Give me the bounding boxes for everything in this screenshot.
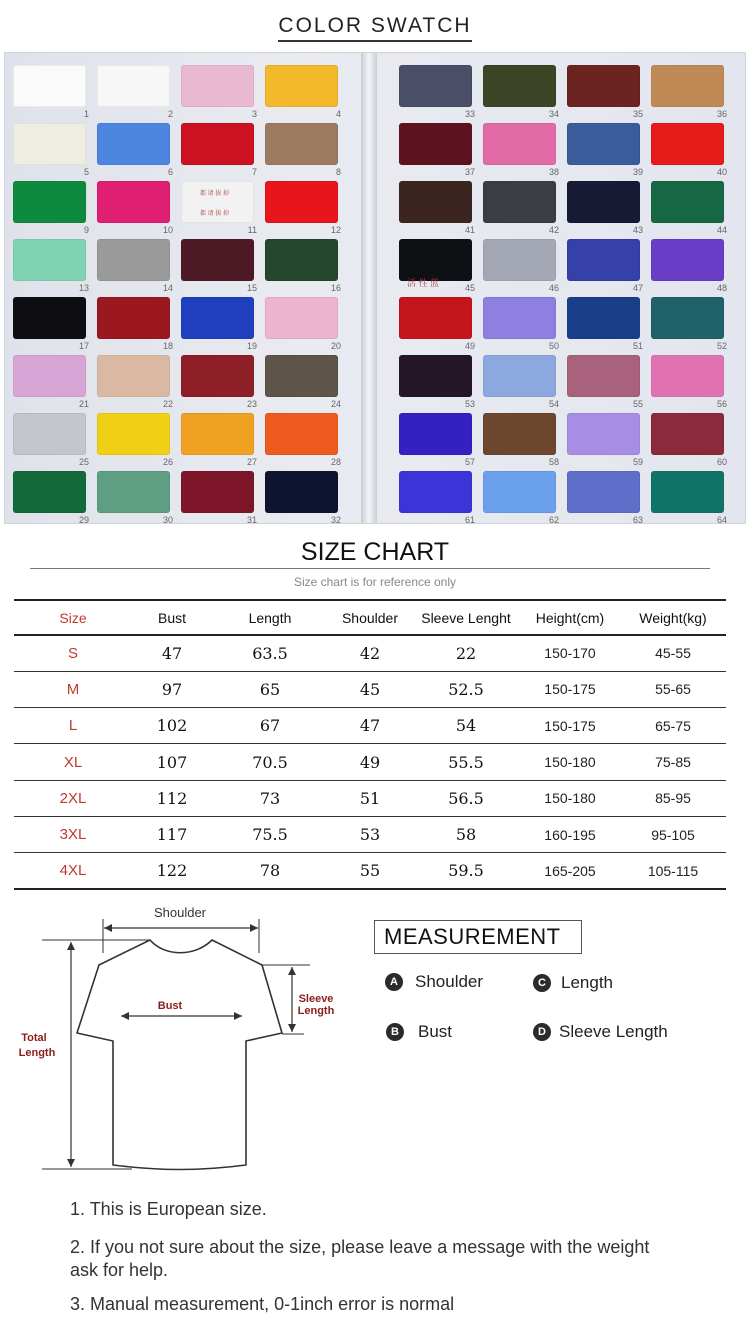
- note-measurement-error: 3. Manual measurement, 0-1inch error is normal: [70, 1294, 455, 1314]
- swatch-number: 26: [162, 457, 173, 467]
- color-swatch: [179, 353, 263, 411]
- swatch-number: 14: [162, 283, 173, 293]
- color-swatch: [95, 295, 179, 353]
- color-chip: [399, 239, 472, 281]
- color-swatch: [565, 353, 649, 411]
- note-size-help-text: 2. If you not sure about the size, please leave a message with the weight ask for help.: [70, 1237, 650, 1280]
- swatch-number: 22: [162, 399, 173, 409]
- color-swatch: [481, 237, 565, 295]
- tshirt-outline: [77, 940, 282, 1170]
- color-swatch: [11, 121, 95, 179]
- color-swatch: [95, 179, 179, 237]
- swatch-number: 40: [716, 167, 727, 177]
- color-chip: [13, 297, 86, 339]
- swatch-number: 34: [548, 109, 559, 119]
- swatch-number: 54: [548, 399, 559, 409]
- color-chip: [483, 355, 556, 397]
- table-row: [14, 671, 726, 707]
- swatch-number: 43: [632, 225, 643, 235]
- swatch-number: 8: [335, 167, 341, 177]
- header-bust: Bust: [157, 609, 186, 626]
- cell-size: XL: [63, 753, 83, 771]
- size-table-body: [14, 635, 726, 889]
- cell-weight: 85-95: [655, 790, 691, 807]
- swatch-number: 42: [548, 225, 559, 235]
- size-chart-title: SIZE CHART: [300, 538, 450, 566]
- cell-size: 4XL: [59, 862, 87, 880]
- swatch-number: 2: [167, 109, 173, 119]
- swatch-book: [4, 52, 746, 524]
- cell-shoulder: 47: [359, 716, 381, 736]
- color-chip: [265, 239, 338, 281]
- shoulder-label: Shoulder: [153, 905, 207, 920]
- cell-shoulder: 51: [359, 788, 381, 808]
- swatch-number: 60: [716, 457, 727, 467]
- cell-shoulder: 55: [359, 861, 381, 881]
- color-swatch: [397, 179, 481, 237]
- badge-a-icon: A: [385, 973, 403, 991]
- swatch-number: 18: [162, 341, 173, 351]
- color-chip: [13, 181, 86, 223]
- cell-length: 70.5: [252, 752, 288, 772]
- color-chip: [483, 413, 556, 455]
- color-chip: [13, 355, 86, 397]
- color-swatch: [397, 121, 481, 179]
- color-chip: [265, 181, 338, 223]
- color-chip: [567, 181, 640, 223]
- color-swatch: [179, 469, 263, 527]
- cell-sleeve-length: 52.5: [448, 679, 484, 699]
- swatch-number: 30: [162, 515, 173, 525]
- color-swatch: [649, 469, 733, 527]
- cell-shoulder: 45: [359, 679, 381, 699]
- swatch-number: 12: [330, 225, 341, 235]
- color-chip: [567, 471, 640, 513]
- color-swatch: [649, 121, 733, 179]
- color-swatch: [179, 237, 263, 295]
- total-length-label-line2: Length: [18, 1047, 56, 1059]
- color-swatch-title: [0, 14, 750, 38]
- swatch-number: 41: [464, 225, 475, 235]
- cell-length: 78: [259, 861, 281, 881]
- color-chip: [399, 181, 472, 223]
- bust-label: Bust: [157, 1000, 183, 1012]
- header-length: Length: [248, 609, 292, 626]
- color-chip: [181, 297, 254, 339]
- total-length-label-line1: Total: [21, 1032, 47, 1044]
- color-chip: [399, 123, 472, 165]
- table-row: [14, 816, 726, 852]
- color-swatch: [11, 411, 95, 469]
- color-chip: [181, 355, 254, 397]
- swatch-number: 7: [251, 167, 257, 177]
- color-swatch: [397, 63, 481, 121]
- swatch-number: 35: [632, 109, 643, 119]
- cell-weight: 65-75: [655, 717, 691, 734]
- color-chip: [651, 181, 724, 223]
- cell-length: 75.5: [252, 825, 288, 845]
- cell-weight: 95-105: [651, 826, 695, 843]
- badge-d-icon: D: [533, 1023, 551, 1041]
- swatch-number: 64: [716, 515, 727, 525]
- color-swatch: [263, 121, 347, 179]
- swatch-number: 9: [83, 225, 89, 235]
- sleeve-label-line2: Length: [297, 1005, 335, 1017]
- color-chip: [483, 297, 556, 339]
- swatch-number: 55: [632, 399, 643, 409]
- color-swatch: [397, 411, 481, 469]
- color-chip: [181, 123, 254, 165]
- swatch-number: 51: [632, 341, 643, 351]
- cell-height: 150-175: [544, 681, 596, 698]
- color-chip: [13, 65, 86, 107]
- color-swatch: [263, 469, 347, 527]
- swatch-number: 48: [716, 283, 727, 293]
- color-swatch: [179, 295, 263, 353]
- color-chip: [567, 413, 640, 455]
- swatch-number: 53: [464, 399, 475, 409]
- legend-label: Bust: [418, 1022, 453, 1041]
- table-row: [14, 635, 726, 671]
- color-swatch: [397, 353, 481, 411]
- color-chip: [483, 65, 556, 107]
- color-chip: [97, 239, 170, 281]
- color-chip: [483, 471, 556, 513]
- swatch-number: 25: [78, 457, 89, 467]
- color-chip: [399, 65, 472, 107]
- cell-bust: 97: [161, 679, 183, 699]
- header-height: Height(cm): [535, 609, 605, 626]
- note-size-help: [70, 1236, 670, 1282]
- swatch-number: 46: [548, 283, 559, 293]
- cell-sleeve-length: 59.5: [448, 861, 484, 881]
- cell-shoulder: 53: [359, 825, 381, 845]
- color-chip: [483, 181, 556, 223]
- color-swatch: [11, 469, 95, 527]
- color-chip: [651, 297, 724, 339]
- color-chip: [13, 471, 86, 513]
- color-swatch: [179, 411, 263, 469]
- header-weight: Weight(kg): [639, 609, 707, 626]
- legend-label: Shoulder: [415, 972, 484, 991]
- swatch-grid-left: [11, 63, 347, 527]
- hangtag-label: 都 请 拔 掉: [200, 191, 230, 197]
- color-swatch: [11, 179, 95, 237]
- color-swatch: [565, 411, 649, 469]
- cell-bust: 117: [156, 825, 188, 845]
- color-chip: [265, 297, 338, 339]
- cell-bust: 47: [161, 643, 183, 663]
- cell-sleeve-length: 55.5: [448, 752, 484, 772]
- color-chip: [399, 355, 472, 397]
- cell-bust: 122: [156, 861, 188, 881]
- color-swatch: [11, 295, 95, 353]
- color-chip: [567, 65, 640, 107]
- color-swatch: [565, 295, 649, 353]
- cell-length: 63.5: [252, 643, 288, 663]
- color-chip: [97, 413, 170, 455]
- cell-sleeve-length: 54: [455, 716, 477, 736]
- swatch-number: 15: [246, 283, 257, 293]
- color-swatch: [481, 353, 565, 411]
- cell-size: L: [68, 717, 78, 735]
- color-chip: [97, 123, 170, 165]
- color-chip: [399, 413, 472, 455]
- color-chip: [483, 239, 556, 281]
- color-swatch: [649, 295, 733, 353]
- color-chip: [399, 297, 472, 339]
- cell-weight: 75-85: [655, 754, 691, 771]
- size-chart-divider: [30, 568, 710, 569]
- swatch-number: 10: [162, 225, 173, 235]
- color-chip: [181, 65, 254, 107]
- cell-bust: 102: [156, 716, 188, 736]
- color-chip: [483, 123, 556, 165]
- cell-length: 67: [259, 716, 281, 736]
- hangtag-label: 都 请 拔 掉: [200, 211, 230, 217]
- cell-height: 165-205: [544, 862, 596, 879]
- color-swatch: [95, 237, 179, 295]
- swatch-number: 59: [632, 457, 643, 467]
- swatch-number: 52: [716, 341, 727, 351]
- color-swatch-title-text: COLOR SWATCH: [278, 14, 471, 42]
- swatch-number: 58: [548, 457, 559, 467]
- swatch-number: 13: [78, 283, 89, 293]
- color-chip: [651, 123, 724, 165]
- color-swatch: [179, 179, 263, 237]
- color-chip: [181, 471, 254, 513]
- swatch-number: 4: [335, 109, 341, 119]
- note-european-size: 1. This is European size.: [70, 1199, 267, 1219]
- color-swatch: [565, 469, 649, 527]
- color-swatch: [649, 353, 733, 411]
- cell-size: S: [67, 644, 78, 662]
- cell-length: 65: [259, 679, 281, 699]
- tshirt-diagram: [0, 895, 360, 1185]
- color-swatch: [95, 469, 179, 527]
- cell-weight: 45-55: [655, 645, 691, 662]
- cell-height: 160-195: [544, 826, 596, 843]
- swatch-number: 49: [464, 341, 475, 351]
- color-swatch: [481, 295, 565, 353]
- swatch-number: 23: [246, 399, 257, 409]
- cell-height: 150-180: [544, 754, 596, 771]
- size-chart-subtitle: Size chart is for reference only: [293, 575, 457, 589]
- color-swatch: [481, 63, 565, 121]
- color-swatch: [565, 63, 649, 121]
- color-chip: [265, 355, 338, 397]
- color-swatch: [565, 179, 649, 237]
- color-chip: [13, 239, 86, 281]
- legend-item-length: [533, 973, 613, 993]
- swatch-number: 29: [78, 515, 89, 525]
- badge-c-icon: C: [533, 974, 551, 992]
- color-chip: [567, 123, 640, 165]
- swatch-number: 39: [632, 167, 643, 177]
- color-chip: [265, 471, 338, 513]
- color-chip: [97, 65, 170, 107]
- swatch-number: 5: [83, 167, 89, 177]
- color-swatch: [481, 179, 565, 237]
- badge-b-icon: B: [386, 1023, 404, 1041]
- legend-item-bust: [386, 1022, 452, 1042]
- sleeve-label-line1: Sleeve: [298, 993, 334, 1005]
- table-row: [14, 744, 726, 780]
- color-swatch: [649, 63, 733, 121]
- swatch-number: 1: [83, 109, 89, 119]
- table-row: [14, 780, 726, 816]
- swatch-number: 20: [330, 341, 341, 351]
- cell-shoulder: 42: [359, 643, 381, 663]
- cell-height: 150-170: [544, 645, 596, 662]
- size-table: [14, 599, 726, 890]
- color-swatch: [263, 295, 347, 353]
- color-swatch: [263, 237, 347, 295]
- color-chip: [265, 413, 338, 455]
- swatch-number: 37: [464, 167, 475, 177]
- header-size: Size: [59, 609, 87, 626]
- color-swatch: [11, 353, 95, 411]
- size-table-header-row: [14, 600, 726, 635]
- color-chip: [651, 65, 724, 107]
- cell-length: 73: [259, 788, 281, 808]
- cell-size: 3XL: [59, 826, 87, 844]
- color-chip: [567, 297, 640, 339]
- swatch-number: 11: [247, 225, 257, 235]
- color-chip: [399, 471, 472, 513]
- color-chip: [181, 413, 254, 455]
- color-swatch: [649, 411, 733, 469]
- legend-item-sleeve-length: [533, 1022, 668, 1042]
- swatch-number: 28: [330, 457, 341, 467]
- color-chip: [265, 65, 338, 107]
- swatch-number: 17: [78, 341, 89, 351]
- cell-weight: 105-115: [647, 862, 699, 879]
- color-swatch: [649, 179, 733, 237]
- swatch-number: 61: [464, 515, 475, 525]
- cell-size: 2XL: [59, 789, 87, 807]
- color-swatch: [11, 63, 95, 121]
- cell-height: 150-180: [544, 790, 596, 807]
- color-chip: [97, 181, 170, 223]
- color-swatch: [263, 353, 347, 411]
- color-chip: [97, 297, 170, 339]
- color-chip: [97, 471, 170, 513]
- color-swatch: [95, 411, 179, 469]
- color-swatch: [649, 237, 733, 295]
- color-chip: [651, 239, 724, 281]
- swatch-number: 21: [78, 399, 89, 409]
- color-chip: [13, 123, 86, 165]
- cell-bust: 112: [156, 788, 188, 808]
- color-swatch: [263, 63, 347, 121]
- cell-bust: 107: [156, 752, 188, 772]
- swatch-number: 36: [716, 109, 727, 119]
- header-sleeve-length: Sleeve Lenght: [421, 609, 511, 626]
- swatch-number: 44: [716, 225, 727, 235]
- swatch-number: 47: [632, 283, 643, 293]
- cell-weight: 55-65: [655, 681, 691, 698]
- swatch-number: 6: [167, 167, 173, 177]
- color-chip: [567, 239, 640, 281]
- swatch-number: 63: [632, 515, 643, 525]
- table-row: [14, 708, 726, 744]
- color-swatch: [263, 411, 347, 469]
- swatch-number: 57: [464, 457, 475, 467]
- swatch-number: 50: [548, 341, 559, 351]
- legend-label: Length: [561, 973, 613, 992]
- color-swatch: [179, 63, 263, 121]
- swatch-number: 3: [251, 109, 257, 119]
- swatch-number: 33: [464, 109, 475, 119]
- color-swatch: [95, 121, 179, 179]
- cell-size: M: [66, 680, 80, 698]
- color-swatch: [95, 353, 179, 411]
- color-chip: [13, 413, 86, 455]
- swatch-number: 32: [330, 515, 341, 525]
- swatch-number: 31: [246, 515, 257, 525]
- color-swatch: [179, 121, 263, 179]
- color-swatch: [95, 63, 179, 121]
- header-shoulder: Shoulder: [341, 609, 399, 626]
- color-chip: [651, 413, 724, 455]
- cell-sleeve-length: 22: [455, 643, 477, 663]
- color-chip: [181, 239, 254, 281]
- swatch-number: 62: [548, 515, 559, 525]
- cell-height: 150-175: [544, 717, 596, 734]
- measurement-title: MEASUREMENT: [374, 920, 582, 954]
- color-swatch: [481, 469, 565, 527]
- color-swatch: [397, 295, 481, 353]
- color-swatch: [11, 237, 95, 295]
- swatch-number: 24: [330, 399, 341, 409]
- color-swatch: [263, 179, 347, 237]
- color-swatch: [565, 121, 649, 179]
- color-chip: [651, 471, 724, 513]
- cell-shoulder: 49: [359, 752, 381, 772]
- cell-sleeve-length: 58: [455, 825, 477, 845]
- hangtag-label: 活 性 蓝: [407, 278, 440, 288]
- swatch-number: 27: [246, 457, 257, 467]
- color-chip: [567, 355, 640, 397]
- color-swatch: [481, 121, 565, 179]
- color-swatch: [397, 469, 481, 527]
- cell-sleeve-length: 56.5: [448, 788, 484, 808]
- color-chip: [97, 355, 170, 397]
- color-chip: [651, 355, 724, 397]
- swatch-number: 16: [330, 283, 341, 293]
- swatch-grid-right: [397, 63, 733, 527]
- legend-label: Sleeve Length: [559, 1022, 668, 1041]
- color-chip: [265, 123, 338, 165]
- swatch-number: 38: [548, 167, 559, 177]
- color-swatch: [481, 411, 565, 469]
- legend-item-shoulder: [385, 972, 483, 992]
- swatch-book-spine: [361, 53, 377, 523]
- swatch-number: 56: [716, 399, 727, 409]
- swatch-number: 19: [246, 341, 257, 351]
- table-row: [14, 853, 726, 889]
- swatch-number: 45: [464, 283, 475, 293]
- color-swatch: [565, 237, 649, 295]
